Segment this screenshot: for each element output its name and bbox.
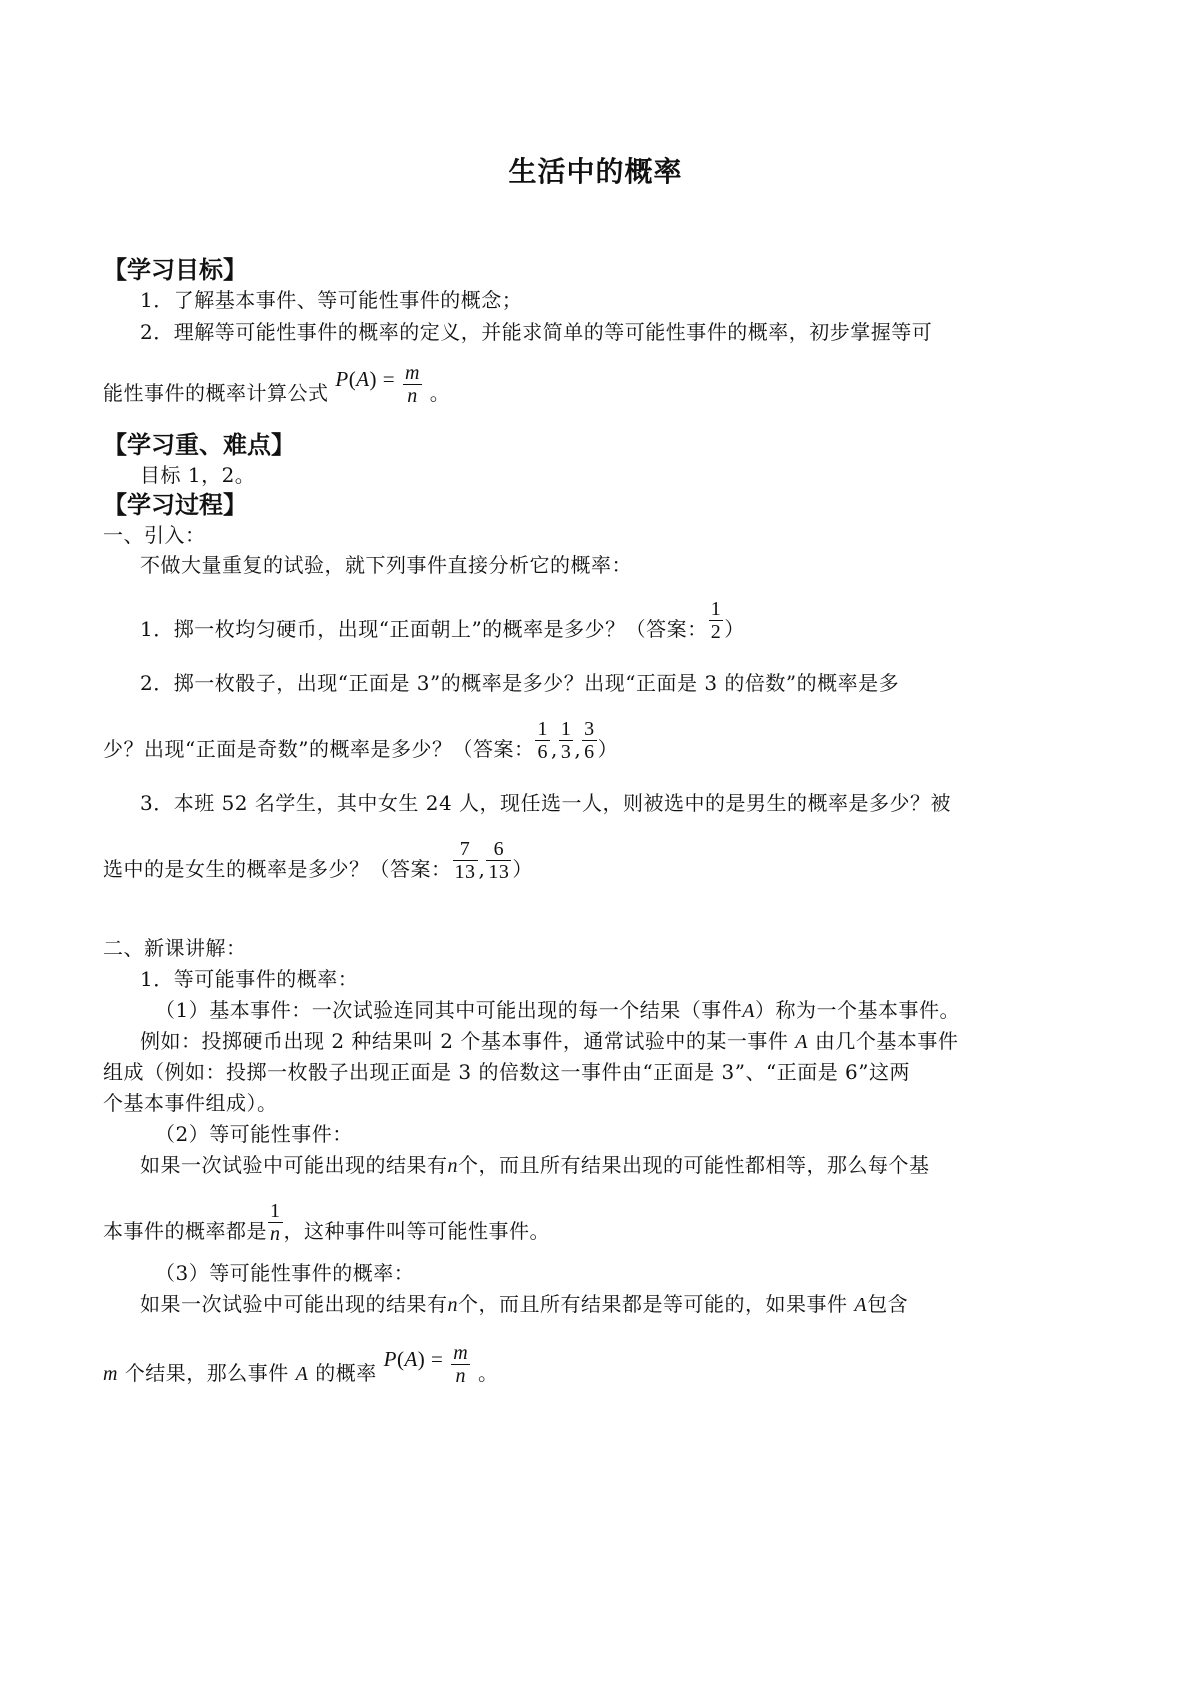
objective-item-1: 1．了解基本事件、等可能性事件的概念； — [140, 288, 523, 312]
probability-formula: P(A) = $\frac{m}{n}$ — [335, 362, 420, 407]
answer-fraction: $\frac{1}{2}$ — [710, 598, 722, 643]
objective-item-2-line2: 能性事件的概率计算公式 P(A) = $\frac{m}{n}$ 。 — [103, 372, 450, 417]
question-2-line1: 2．掷一枚骰子，出现“正面是 3”的概率是多少？出现“正面是 3 的倍数”的概率是多 — [140, 671, 900, 695]
process-heading: 【学习过程】 — [103, 491, 247, 519]
answer-fraction: $\frac{7}{13}$ — [454, 838, 476, 883]
page-title: 生活中的概率 — [508, 155, 683, 188]
part2-sub1: 1．等可能事件的概率： — [140, 967, 359, 991]
objective-item-2-line1: 2．理解等可能性事件的概率的定义，并能求简单的等可能性事件的概率，初步掌握等可 — [140, 320, 933, 344]
objectives-heading: 【学习目标】 — [103, 256, 247, 284]
key-points-heading: 【学习重、难点】 — [103, 431, 295, 459]
equal-prob-line1: 如果一次试验中可能出现的结果有n个，而且所有结果都是等可能的，如果事件 A包含 — [140, 1292, 909, 1316]
question-3-line1: 3．本班 52 名学生，其中女生 24 人，现任选一人，则被选中的是男生的概率是多少？被 — [140, 791, 952, 815]
answer-fraction: $\frac{1}{3}$ — [560, 718, 572, 763]
basic-event-line2: 例如：投掷硬币出现 2 种结果叫 2 个基本事件，通常试验中的某一事件 A 由几个基本事件 — [140, 1029, 959, 1053]
equal-prob-line2: m 个结果，那么事件 A 的概率 P(A) = $\frac{m}{n}$ 。 — [103, 1352, 499, 1397]
part1-intro: 不做大量重复的试验，就下列事件直接分析它的概率： — [140, 553, 632, 577]
basic-event-line4: 个基本事件组成）。 — [103, 1091, 278, 1115]
equal-event-line2: 本事件的概率都是 $\frac{1}{n}$ ，这种事件叫等可能性事件。 — [103, 1200, 550, 1245]
part2-title: 二、新课讲解： — [103, 936, 247, 960]
question-3-line2: 选中的是女生的概率是多少？（答案： $\frac{7}{13}$ , $\frac{6}{13}$ ） — [103, 838, 533, 883]
objective-item-2-text: 能性事件的概率计算公式 — [103, 381, 329, 405]
probability-formula: P(A) = $\frac{m}{n}$ — [383, 1342, 469, 1387]
answer-fraction: $\frac{3}{6}$ — [584, 718, 595, 763]
question-1: 1．掷一枚均匀硬币，出现“正面朝上”的概率是多少？（答案： $\frac{1}{2}$ ） — [140, 598, 745, 643]
equal-prob-title: （3）等可能性事件的概率： — [155, 1261, 415, 1285]
question-2-line2: 少？出现“正面是奇数”的概率是多少？（答案： $\frac{1}{6}$ , $\frac{1}{3}$ , $\frac{3}{6}$ ） — [103, 718, 619, 763]
equal-event-line1: 如果一次试验中可能出现的结果有n个，而且所有结果出现的可能性都相等，那么每个基 — [140, 1153, 930, 1177]
equal-event-title: （2）等可能性事件： — [155, 1122, 353, 1146]
basic-event-line1: （1）基本事件：一次试验连同其中可能出现的每一个结果（事件A）称为一个基本事件。 — [155, 998, 960, 1022]
answer-fraction: $\frac{1}{6}$ — [537, 718, 548, 763]
key-points-text: 目标 1，2。 — [140, 463, 256, 487]
basic-event-line3: 组成（例如：投掷一枚骰子出现正面是 3 的倍数这一事件由“正面是 3”、“正面是 6”这两 — [103, 1060, 911, 1084]
answer-fraction: $\frac{6}{13}$ — [488, 838, 510, 883]
part1-title: 一、引入： — [103, 523, 206, 547]
one-over-n-fraction: $\frac{1}{n}$ — [270, 1200, 281, 1245]
